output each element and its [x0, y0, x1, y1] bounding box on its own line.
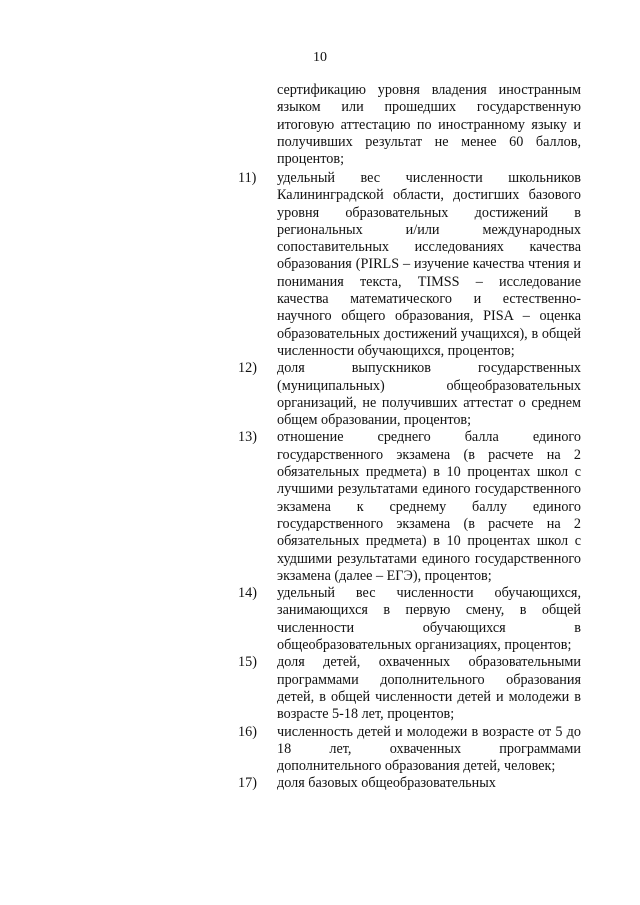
- list-item-number: 15): [238, 654, 257, 671]
- continuation-paragraph: сертификацию уровня владения иностранным языком или прошедших государственную итоговую аттестацию по иностранному языку и получивших результат не менее 60 баллов, процентов;: [277, 82, 581, 168]
- list-item-text: удельный вес численности школьников Калининградской области, достигших базового уровня образовательных достижений в региональных и/или международных сопоставительных исследованиях качества образования (PIRLS – изучение качества чтения и понимания текста, TIMSS – исследование качества математического и естественно-научного общего образования, PISA – оценка образовательных достижений учащихся), в общей численности обучающихся, процентов;: [277, 170, 581, 359]
- list-item: [238, 360, 581, 429]
- list-item: [238, 429, 581, 585]
- list-item-text: доля выпускников государственных (муниципальных) общеобразовательных организаций, не получивших аттестат о среднем общем образовании, процентов;: [277, 360, 581, 429]
- list-item-text: доля базовых общеобразовательных: [277, 775, 496, 792]
- list-item: [238, 775, 581, 792]
- list-item-text: отношение среднего балла единого государственного экзамена (в расчете на 2 обязательных предмета) в 10 процентах школ с лучшими результатами единого государственного экзамена к среднему баллу единого государственного экзамена (в расчете на 2 обязательных предмета) в 10 процентах школ с худшими результатами единого государственного экзамена (далее – ЕГЭ), процентов;: [277, 429, 581, 584]
- list-item: [238, 724, 581, 776]
- list-item-number: 13): [238, 429, 257, 446]
- list-item: [238, 654, 581, 723]
- list-item-number: 12): [238, 360, 257, 377]
- list-item: [238, 585, 581, 654]
- page-number: 10: [313, 50, 327, 65]
- list-item: [238, 170, 581, 360]
- indicator-list: [238, 170, 581, 793]
- list-item-number: 17): [238, 775, 257, 792]
- list-item-number: 16): [238, 723, 257, 740]
- list-item-text: удельный вес численности обучающихся, занимающихся в первую смену, в общей численности обучающихся в общеобразовательных организациях, процентов;: [277, 585, 581, 654]
- list-item-number: 11): [238, 170, 257, 186]
- list-item-text: доля детей, охваченных образовательными программами дополнительного образования детей, в общей численности детей и молодежи в возрасте 5-18 лет, процентов;: [277, 654, 581, 723]
- list-item-number: 14): [238, 585, 257, 602]
- list-item-text: численность детей и молодежи в возрасте от 5 до 18 лет, охваченных программами дополнительного образования детей, человек;: [277, 723, 581, 775]
